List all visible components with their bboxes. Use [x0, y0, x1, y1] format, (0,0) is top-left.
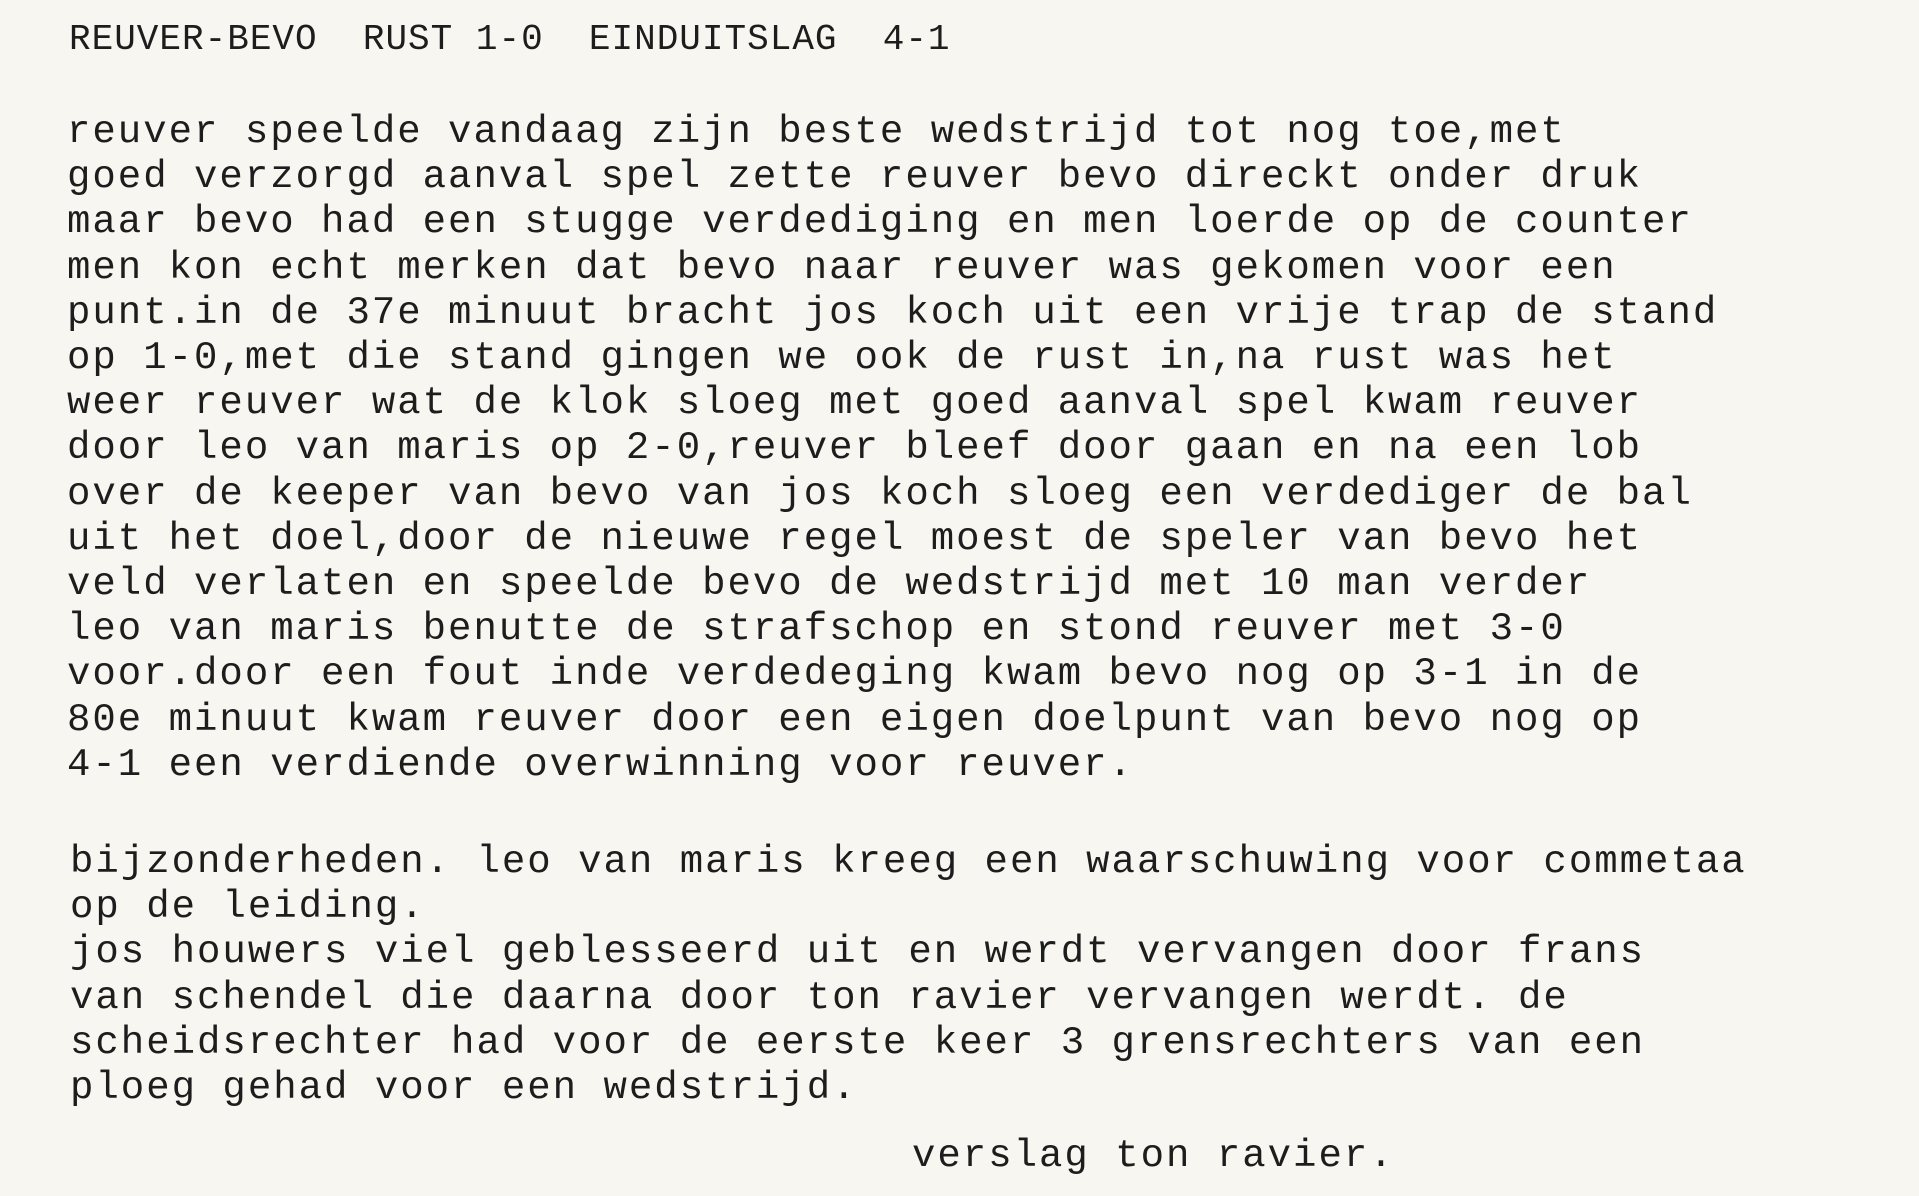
detail-line: van schendel die daarna door ton ravier vervangen werdt. de — [70, 975, 1569, 1020]
report-line: reuver speelde vandaag zijn beste wedstrijd tot nog toe,met — [67, 110, 1566, 154]
report-line: men kon echt merken dat bevo naar reuver was gekomen voor een — [67, 245, 1617, 290]
report-line: goed verzorgd aanval spel zette reuver bevo direckt onder druk — [67, 155, 1643, 200]
report-line: veld verlaten en speelde bevo de wedstrijd met 10 man verder — [67, 562, 1592, 607]
detail-line: scheidsrechter had voor de eerste keer 3 grensrechters van een — [70, 1020, 1646, 1065]
detail-line: ploeg gehad voor een wedstrijd. — [70, 1066, 858, 1111]
detail-line: bijzonderheden. leo van maris kreeg een waarschuwing voor commetaa — [70, 840, 1747, 884]
report-line: leo van maris benutte de strafschop en stond reuver met 3-0 — [67, 607, 1566, 652]
report-line: 4-1 een verdiende overwinning voor reuver. — [67, 742, 1134, 787]
report-signature: verslag ton ravier. — [912, 1134, 1395, 1178]
match-report-paragraph — [67, 110, 1887, 788]
report-line: 80e minuut kwam reuver door een eigen doelpunt van bevo nog op — [67, 697, 1643, 742]
report-line: door leo van maris op 2-0,reuver bleef door gaan en na een lob — [67, 426, 1643, 471]
report-line: weer reuver wat de klok sloeg met goed aanval spel kwam reuver — [67, 381, 1643, 426]
report-line: uit het doel,door de nieuwe regel moest de speler van bevo het — [67, 516, 1643, 561]
report-line: op 1-0,met die stand gingen we ook de rust in,na rust was het — [67, 336, 1617, 381]
report-line: over de keeper van bevo van jos koch sloeg een verdediger de bal — [67, 471, 1693, 516]
detail-line: op de leiding. — [70, 885, 426, 930]
report-line: voor.door een fout inde verdedeging kwam bevo nog op 3-1 in de — [67, 652, 1643, 697]
detail-line: jos houwers viel geblesseerd uit en werdt vervangen door frans — [70, 930, 1646, 975]
match-details-paragraph — [70, 840, 1890, 1111]
report-line: punt.in de 37e minuut bracht jos koch uit een vrije trap de stand — [67, 290, 1719, 335]
match-score-heading: REUVER-BEVO RUST 1-0 EINDUITSLAG 4-1 — [69, 19, 951, 60]
report-line: maar bevo had een stugge verdediging en men loerde op de counter — [67, 200, 1693, 245]
